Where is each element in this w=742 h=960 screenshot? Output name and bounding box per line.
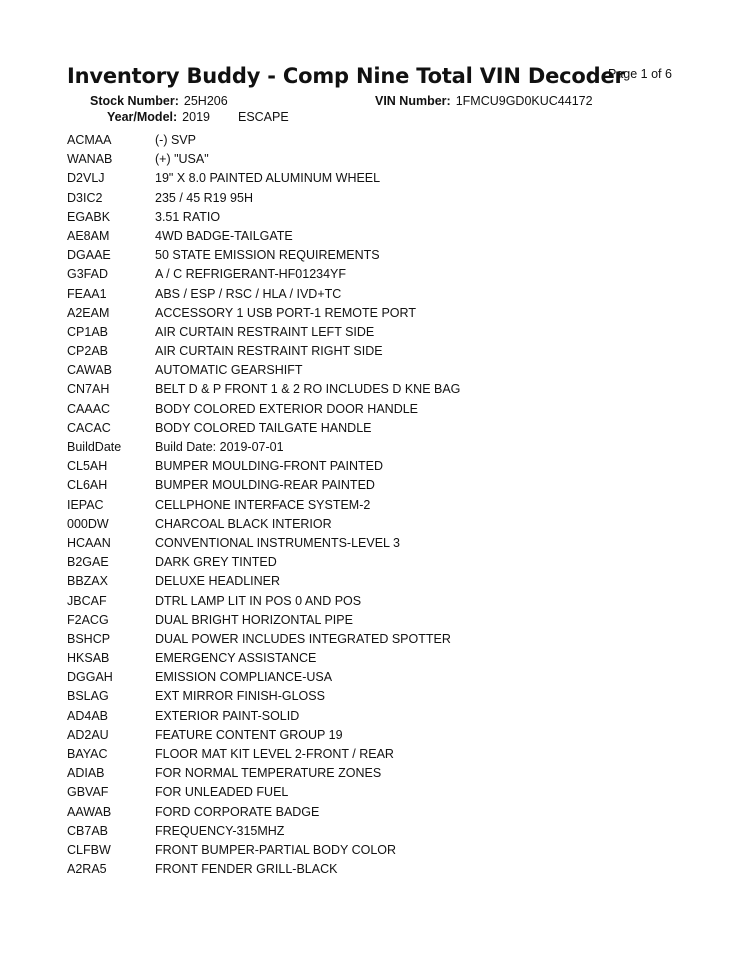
option-description: DUAL BRIGHT HORIZONTAL PIPE — [155, 612, 353, 627]
option-description: ABS / ESP / RSC / HLA / IVD+TC — [155, 286, 342, 301]
option-description: FOR UNLEADED FUEL — [155, 785, 289, 800]
option-code: CB7AB — [67, 823, 108, 838]
option-code: DGAAE — [67, 248, 111, 263]
year-model-label: Year/Model: — [107, 110, 178, 124]
option-description: DARK GREY TINTED — [155, 555, 277, 570]
list-item — [67, 803, 460, 822]
option-description: EXTERIOR PAINT-SOLID — [155, 708, 300, 723]
option-description: DTRL LAMP LIT IN POS 0 AND POS — [155, 593, 362, 608]
option-description: FLOOR MAT KIT LEVEL 2-FRONT / REAR — [155, 747, 394, 761]
option-code: BAYAC — [67, 747, 108, 761]
vin-number — [375, 94, 593, 108]
option-code: WANAB — [67, 152, 113, 167]
option-code: ADIAB — [67, 766, 105, 781]
option-code: CL6AH — [67, 478, 108, 493]
option-description: FRONT BUMPER-PARTIAL BODY COLOR — [155, 842, 397, 857]
list-item — [67, 860, 460, 879]
option-code: DGGAH — [67, 670, 113, 685]
option-code: CACAC — [67, 420, 111, 435]
option-description: BODY COLORED TAILGATE HANDLE — [155, 420, 372, 435]
list-item — [67, 745, 460, 764]
option-description: 50 STATE EMISSION REQUIREMENTS — [155, 248, 380, 263]
vin-number-value: 1FMCU9GD0KUC44172 — [455, 94, 593, 108]
list-item — [67, 476, 460, 495]
option-description: A / C REFRIGERANT-HF01234YF — [155, 267, 347, 282]
option-description: EMERGENCY ASSISTANCE — [155, 651, 317, 666]
list-item — [67, 457, 460, 476]
option-code: G3FAD — [67, 267, 108, 282]
option-code: A2RA5 — [67, 862, 107, 877]
option-code: CAWAB — [67, 363, 112, 378]
option-description: BELT D & P FRONT 1 & 2 RO INCLUDES D KNE BAG — [155, 382, 461, 397]
option-code: ACMAA — [67, 133, 112, 147]
stock-number-label: Stock Number: — [90, 94, 179, 108]
option-code: CAAAC — [67, 401, 111, 416]
option-code: D2VLJ — [67, 171, 105, 186]
list-item — [67, 400, 460, 419]
option-code: F2ACG — [67, 612, 109, 627]
option-code: BBZAX — [67, 574, 108, 589]
option-description: EXT MIRROR FINISH-GLOSS — [155, 689, 325, 704]
option-description: EMISSION COMPLIANCE-USA — [155, 670, 333, 685]
option-code-list — [67, 131, 460, 879]
list-item — [67, 227, 460, 246]
option-description: FREQUENCY-315MHZ — [155, 823, 285, 838]
option-code: BSLAG — [67, 689, 109, 704]
list-item — [67, 572, 460, 591]
option-code: 000DW — [67, 516, 109, 531]
list-item — [67, 304, 460, 323]
list-item — [67, 822, 460, 841]
option-description: CONVENTIONAL INSTRUMENTS-LEVEL 3 — [155, 535, 400, 550]
option-code: CL5AH — [67, 459, 108, 474]
option-description: 3.51 RATIO — [155, 209, 221, 224]
stock-number-value: 25H206 — [183, 94, 228, 108]
option-description: CHARCOAL BLACK INTERIOR — [155, 516, 332, 531]
list-item — [67, 438, 460, 457]
list-item — [67, 150, 460, 169]
option-code: AE8AM — [67, 228, 110, 243]
document-title: Inventory Buddy - Comp Nine Total VIN Decoder — [67, 64, 625, 88]
option-description: ACCESSORY 1 USB PORT-1 REMOTE PORT — [155, 305, 416, 320]
list-item — [67, 496, 460, 515]
list-item — [67, 592, 460, 611]
list-item — [67, 553, 460, 572]
option-code: JBCAF — [67, 593, 107, 608]
list-item — [67, 687, 460, 706]
option-description: AIR CURTAIN RESTRAINT LEFT SIDE — [155, 324, 375, 339]
list-item — [67, 534, 460, 553]
option-code: BuildDate — [67, 440, 122, 454]
option-code: AAWAB — [67, 804, 112, 819]
list-item — [67, 361, 460, 380]
list-item — [67, 189, 460, 208]
option-description: CELLPHONE INTERFACE SYSTEM-2 — [155, 497, 371, 512]
option-code: HCAAN — [67, 535, 111, 550]
option-code: AD2AU — [67, 727, 109, 742]
year-model — [107, 110, 289, 124]
list-item — [67, 131, 460, 150]
option-code: CP2AB — [67, 344, 108, 359]
page-number: Page 1 of 6 — [608, 67, 672, 81]
option-description: (+) "USA" — [155, 152, 209, 167]
option-description: 19" X 8.0 PAINTED ALUMINUM WHEEL — [155, 171, 381, 186]
list-item — [67, 285, 460, 304]
list-item — [67, 515, 460, 534]
list-item — [67, 611, 460, 630]
option-code: BSHCP — [67, 631, 111, 646]
option-description: DELUXE HEADLINER — [155, 574, 281, 589]
option-description: DUAL POWER INCLUDES INTEGRATED SPOTTER — [155, 631, 451, 646]
option-code: FEAA1 — [67, 286, 107, 301]
list-item — [67, 265, 460, 284]
model-value: ESCAPE — [237, 110, 289, 124]
option-code: AD4AB — [67, 708, 108, 723]
list-item — [67, 246, 460, 265]
list-item — [67, 783, 460, 802]
list-item — [67, 323, 460, 342]
list-item — [67, 764, 460, 783]
list-item — [67, 707, 460, 726]
list-item — [67, 649, 460, 668]
option-code: GBVAF — [67, 785, 109, 800]
option-description: (-) SVP — [155, 133, 196, 147]
option-code: A2EAM — [67, 305, 110, 320]
list-item — [67, 380, 460, 399]
option-description: FORD CORPORATE BADGE — [155, 804, 320, 819]
list-item — [67, 169, 460, 188]
option-code: CN7AH — [67, 382, 110, 397]
list-item — [67, 208, 460, 227]
option-description: BUMPER MOULDING-FRONT PAINTED — [155, 459, 384, 474]
option-code: HKSAB — [67, 651, 110, 666]
option-description: 4WD BADGE-TAILGATE — [155, 228, 293, 243]
option-description: AUTOMATIC GEARSHIFT — [155, 363, 303, 378]
option-description: FEATURE CONTENT GROUP 19 — [155, 727, 343, 742]
option-code: IEPAC — [67, 497, 104, 512]
option-description: 235 / 45 R19 95H — [155, 190, 253, 205]
option-description: FOR NORMAL TEMPERATURE ZONES — [155, 766, 382, 781]
list-item — [67, 630, 460, 649]
list-item — [67, 342, 460, 361]
option-code: EGABK — [67, 209, 111, 224]
option-code: CP1AB — [67, 324, 108, 339]
list-item — [67, 726, 460, 745]
option-description: BUMPER MOULDING-REAR PAINTED — [155, 478, 375, 493]
option-description: Build Date: 2019-07-01 — [155, 440, 284, 454]
option-description: FRONT FENDER GRILL-BLACK — [155, 862, 338, 877]
option-code: CLFBW — [67, 842, 111, 857]
stock-number — [90, 94, 228, 108]
list-item — [67, 419, 460, 438]
year-value: 2019 — [182, 110, 210, 124]
option-description: AIR CURTAIN RESTRAINT RIGHT SIDE — [155, 344, 383, 359]
option-code: D3IC2 — [67, 190, 103, 205]
vin-number-label: VIN Number: — [375, 94, 451, 108]
list-item — [67, 668, 460, 687]
list-item — [67, 841, 460, 860]
option-code: B2GAE — [67, 555, 109, 570]
option-description: BODY COLORED EXTERIOR DOOR HANDLE — [155, 401, 419, 416]
